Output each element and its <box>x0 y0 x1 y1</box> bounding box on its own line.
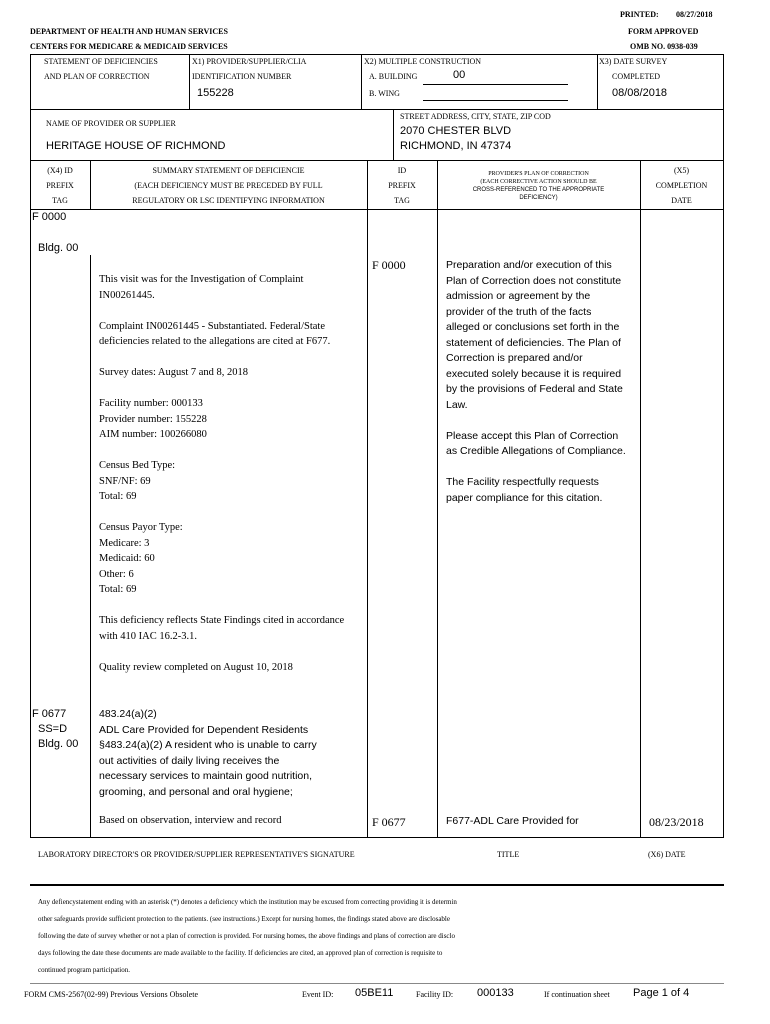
date-label: (X6) DATE <box>648 850 686 859</box>
building-value: 00 <box>453 69 466 81</box>
summary-paragraph: Census Bed Type: SNF/NF: 69 Total: 69 <box>99 460 176 502</box>
continuation-label: If continuation sheet <box>544 990 610 999</box>
facility-id-label: Facility ID: <box>416 990 454 999</box>
x3-label-2: COMPLETED <box>612 72 660 81</box>
id-header-2: PREFIX <box>388 181 416 190</box>
plan-paragraph: The Facility respectfully requests paper compliance for this citation. <box>446 476 603 504</box>
plan-f677-title: F677-ADL Care Provided for <box>446 815 579 827</box>
x4-header-1: (X4) ID <box>47 166 73 175</box>
x5-header-2: COMPLETION <box>655 181 708 190</box>
page-number: Page 1 of 4 <box>633 987 690 999</box>
address-line-2: RICHMOND, IN 47374 <box>400 140 512 152</box>
f677-regulation-text: 483.24(a)(2) ADL Care Provided for Dependent Residents §483.24(a)(2) A resident who is unable to carry out activities of daily living receives the necessary services to maintain good nutrition, grooming, and personal and oral hygiene; <box>99 708 317 798</box>
bldg-label-2: Bldg. 00 <box>38 738 79 750</box>
title-label: TITLE <box>497 850 520 859</box>
printed-date: 08/27/2018 <box>676 10 713 19</box>
form-number: FORM CMS-2567(02-99) Previous Versions Obsolete <box>24 990 199 999</box>
summary-paragraph: Facility number: 000133 Provider number: 155228 AIM number: 100266080 <box>99 398 207 440</box>
summary-paragraph: Survey dates: August 7 and 8, 2018 <box>99 367 249 378</box>
bldg-label-1: Bldg. 00 <box>38 242 79 254</box>
summary-paragraph: This deficiency reflects State Findings cited in accordance with 410 IAC 16.2-3.1. <box>99 615 345 642</box>
tag-f0677-mid: F 0677 <box>372 815 406 829</box>
provider-name-label: NAME OF PROVIDER OR SUPPLIER <box>46 119 176 128</box>
x2-label: X2) MULTIPLE CONSTRUCTION <box>364 57 482 66</box>
form-approved: FORM APPROVED <box>628 27 699 36</box>
plan-paragraph: Please accept this Plan of Correction as Credible Allegations of Compliance. <box>446 429 626 457</box>
plan-of-correction <box>446 258 626 522</box>
x5-header-1: (X5) <box>673 166 690 175</box>
notice-line: following the date of survey whether or not a plan of correction is provided. For nursing homes, the above findings and plans of correction are disclo <box>38 932 455 940</box>
summary-paragraph: Quality review completed on August 10, 2018 <box>99 661 293 673</box>
plan-paragraph: Preparation and/or execution of this Plan of Correction does not constitute admission or agreement by the provider of the truth of the facts alleged or conclusions set forth in the statement of deficiencies. The Plan of Correction is prepared and/or executed solely because it is required by the provisions of Federal and State Law. <box>446 259 623 411</box>
notice-line: Any defiencystatement ending with an asterisk (*) denotes a deficiency which the institution may be excused from correcting providing it is determin <box>38 898 457 906</box>
summary-header-3: REGULATORY OR LSC IDENTIFYING INFORMATION <box>132 196 325 205</box>
notice-line: continued program participation. <box>38 966 130 974</box>
disclaimer-notice <box>38 894 598 979</box>
department-title: DEPARTMENT OF HEALTH AND HUMAN SERVICES <box>30 27 228 36</box>
id-header-1: ID <box>397 166 407 175</box>
provider-name: HERITAGE HOUSE OF RICHMOND <box>46 140 226 152</box>
x4-header-3: TAG <box>52 196 68 205</box>
address-label: STREET ADDRESS, CITY, STATE, ZIP COD <box>400 112 551 121</box>
completion-date: 08/23/2018 <box>649 815 704 829</box>
notice-line: days following the date these documents are made available to the facility. If deficiencies are cited, an approved plan of correction is requisite to <box>38 949 443 957</box>
event-id-value: 05BE11 <box>355 987 394 999</box>
id-header-3: TAG <box>394 196 410 205</box>
x3-label-1: X3) DATE SURVEY <box>599 57 668 66</box>
x1-label-2: IDENTIFICATION NUMBER <box>192 72 292 81</box>
summary-statement <box>99 272 361 691</box>
building-label: A. BUILDING <box>369 72 418 81</box>
plan-header-3: CROSS-REFERENCED TO THE APPROPRIATE <box>472 187 605 193</box>
x4-header-2: PREFIX <box>46 181 74 190</box>
notice-line: other safeguards provide sufficient protection to the patients. (see instructions.) Except for nursing homes, the findings stated above are disclosable <box>38 915 450 923</box>
wing-label: B. WING <box>369 89 400 98</box>
address-line-1: 2070 CHESTER BLVD <box>400 125 512 137</box>
scope-severity: SS=D <box>38 723 68 735</box>
plan-header-2: (EACH CORRECTIVE ACTION SHOULD BE <box>480 179 597 185</box>
plan-header-1: PROVIDER'S PLAN OF CORRECTION <box>488 171 589 177</box>
provider-number: 155228 <box>197 87 234 99</box>
facility-id-value: 000133 <box>477 987 514 999</box>
summary-paragraph: Census Payor Type: Medicare: 3 Medicaid: 60 Other: 6 Total: 69 <box>99 522 183 595</box>
plan-header-4: DEFICIENCY) <box>519 195 558 201</box>
omb-number: OMB NO. 0938-039 <box>630 42 698 51</box>
summary-header-1: SUMMARY STATEMENT OF DEFICIENCIE <box>152 166 305 175</box>
summary-paragraph: Complaint IN00261445 - Substantiated. Federal/State deficiencies related to the allegations are cited at F677. <box>99 320 331 347</box>
f677-findings-start: Based on observation, interview and record <box>99 815 282 826</box>
x5-header-3: DATE <box>671 196 692 205</box>
survey-date: 08/08/2018 <box>612 87 668 99</box>
tag-f0000-mid: F 0000 <box>372 258 406 272</box>
statement-label-1: STATEMENT OF DEFICIENCIES <box>44 57 158 66</box>
signature-label: LABORATORY DIRECTOR'S OR PROVIDER/SUPPLIER REPRESENTATIVE'S SIGNATURE <box>38 850 355 859</box>
summary-header-2: (EACH DEFICIENCY MUST BE PRECEDED BY FULL <box>134 181 323 190</box>
tag-f0677-left: F 0677 <box>32 708 67 720</box>
statement-label-2: AND PLAN OF CORRECTION <box>44 72 150 81</box>
printed-label: PRINTED: <box>620 10 659 19</box>
centers-title: CENTERS FOR MEDICARE & MEDICAID SERVICES <box>30 42 228 51</box>
x1-label-1: X1) PROVIDER/SUPPLIER/CLIA <box>192 57 307 66</box>
tag-f0000-left: F 0000 <box>32 211 67 223</box>
event-id-label: Event ID: <box>302 990 334 999</box>
summary-paragraph: This visit was for the Investigation of Complaint IN00261445. <box>99 274 304 301</box>
